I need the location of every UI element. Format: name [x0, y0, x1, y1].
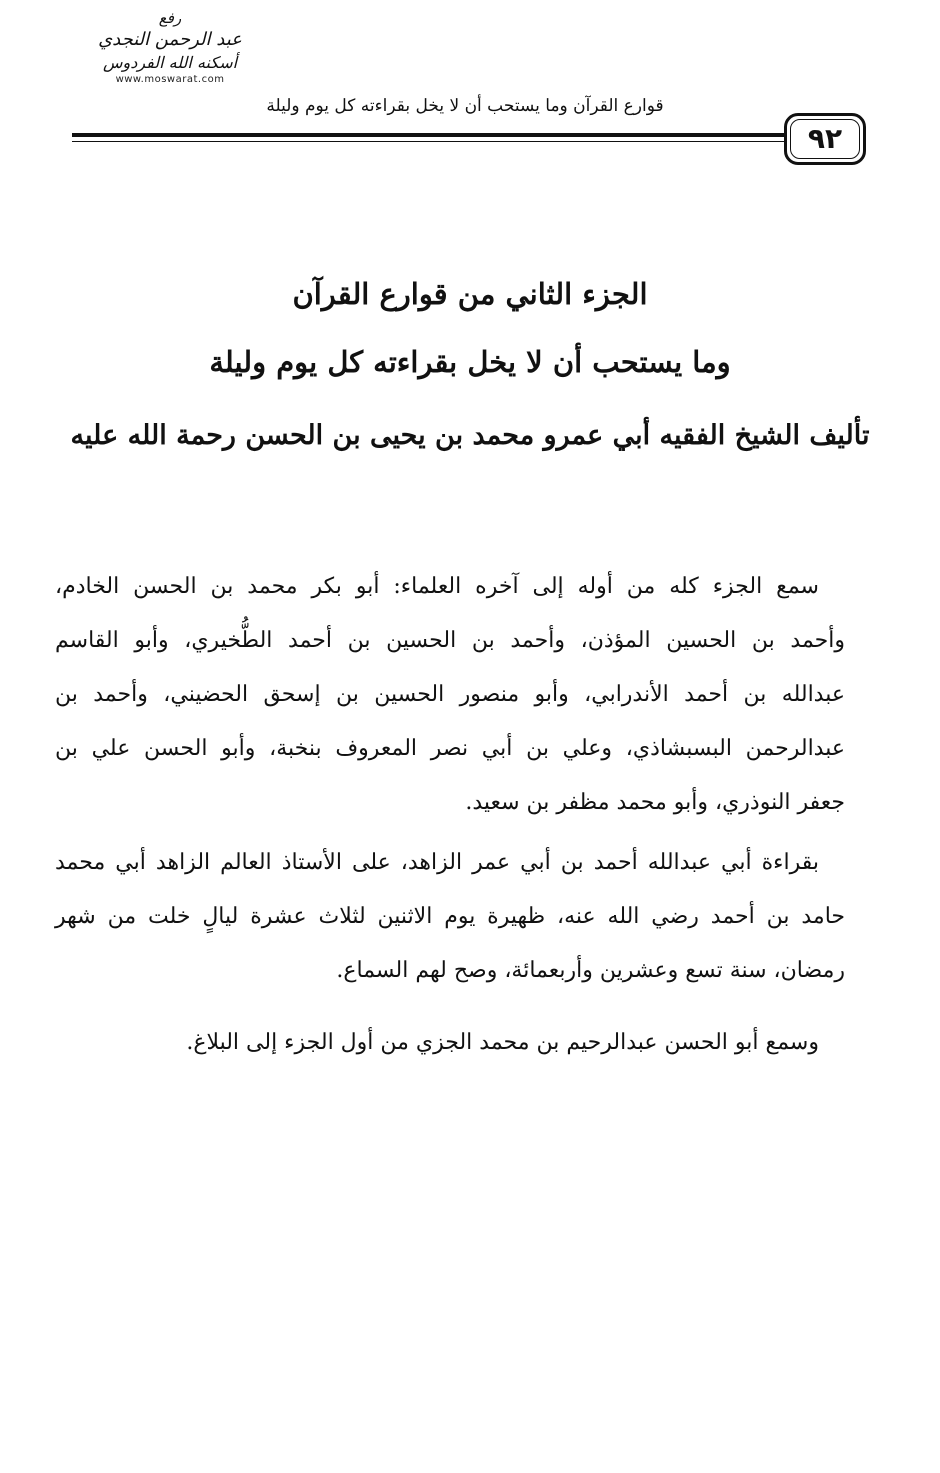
stamp-line-2: عبد الرحمن النجدي [98, 29, 242, 50]
text-line: وأحمد بن الحسين المؤذن، وأحمد بن الحسين بن أحمد الطُّخيري، وأبو القاسم [55, 628, 845, 653]
paragraph-audition-list [55, 560, 845, 830]
author-line: تأليف الشيخ الفقيه أبي عمرو محمد بن يحيى بن الحسن رحمة الله عليه [70, 420, 870, 451]
stamp-website: www.moswarat.com [115, 74, 225, 85]
stamp-line-3: أسكنه الله الفردوس [102, 53, 238, 72]
page-number-text: ٩٢ [807, 122, 843, 155]
text-line: عبدالرحمن البسبشاذي، وعلي بن أبي نصر المعروف بنخبة، وأبو الحسن علي بن [55, 736, 845, 761]
part-title: الجزء الثاني من قوارع القرآن [292, 277, 648, 311]
page-number [784, 113, 866, 165]
text-line: بقراءة أبي عبدالله أحمد بن أبي عمر الزاهد، على الأستاذ العالم الزاهد أبي محمد [55, 850, 820, 875]
stamp-line-1: رفع [158, 9, 182, 27]
part-subtitle: وما يستحب أن لا يخل بقراءته كل يوم وليلة [209, 345, 731, 379]
paragraph-additional-audition [55, 1016, 845, 1070]
uploader-stamp [70, 8, 270, 94]
text-line: حامد بن أحمد رضي الله عنه، ظهيرة يوم الاثنين لثلاث عشرة ليالٍ خلت من شهر [55, 904, 845, 929]
header-rule-thin [72, 141, 784, 142]
text-line: وسمع أبو الحسن عبدالرحيم بن محمد الجزي من أول الجزء إلى البلاغ. [186, 1030, 819, 1055]
running-header-title: قوارع القرآن وما يستحب أن لا يخل بقراءته كل يوم وليلة [266, 96, 664, 116]
text-line: عبدالله بن أحمد الأندرابي، وأبو منصور الحسين بن إسحق الحضيني، وأحمد بن [55, 682, 845, 707]
text-line: سمع الجزء كله من أوله إلى آخره العلماء: أبو بكر محمد بن الحسن الخادم، [55, 574, 819, 599]
text-line: رمضان، سنة تسع وعشرين وأربعمائة، وصح لهم السماع. [336, 958, 845, 983]
header-rule-thick [72, 133, 784, 137]
paragraph-reading-details [55, 836, 845, 998]
text-line: جعفر النوذري، وأبو محمد مظفر بن سعيد. [465, 790, 845, 815]
